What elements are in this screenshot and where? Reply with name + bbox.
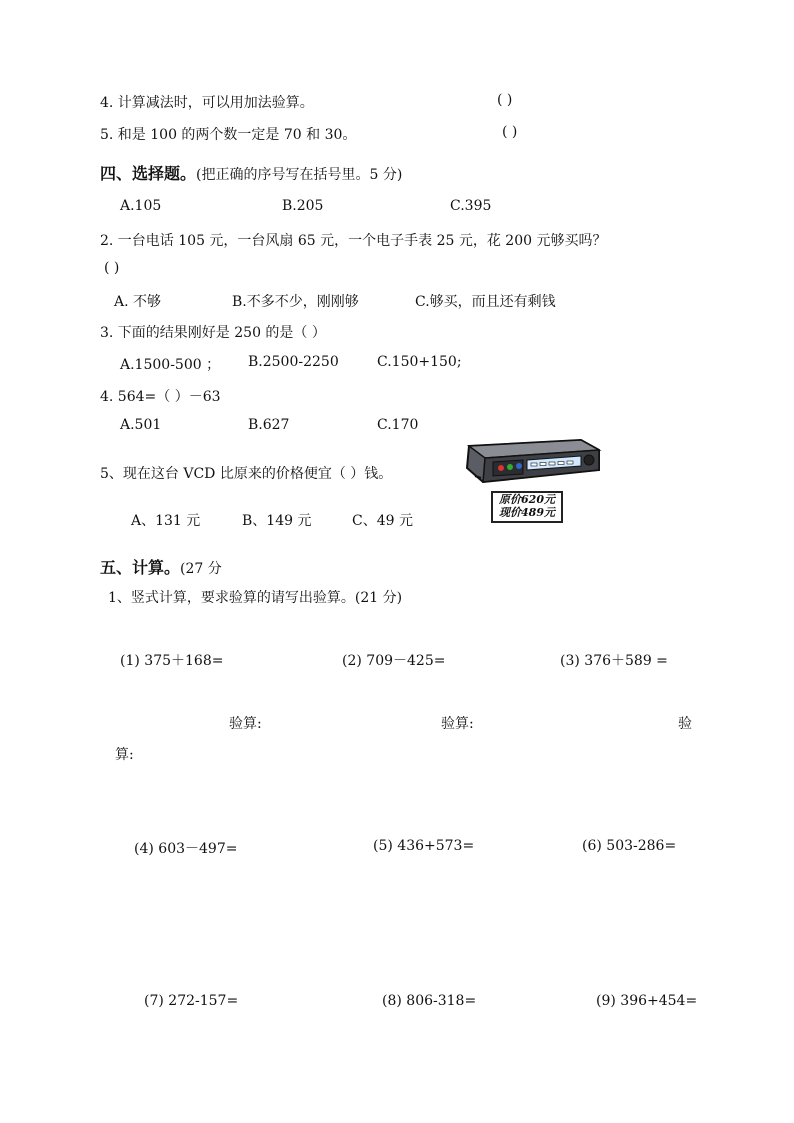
judge-q4: 4. 计算减法时，可以用加法验算。 bbox=[100, 95, 314, 111]
q5-text: 5、现在这台 VCD 比原来的价格便宜（ ）钱。 bbox=[100, 466, 393, 482]
section5-title-text: 五、计算。 bbox=[100, 558, 181, 577]
q4-option-a[interactable]: A.501 bbox=[120, 417, 162, 433]
section5-note: (27 分 bbox=[180, 561, 222, 577]
q2-blank[interactable]: ( ) bbox=[104, 260, 120, 276]
q4-option-c[interactable]: C.170 bbox=[377, 417, 419, 433]
judge-q5-blank[interactable]: ( ) bbox=[502, 124, 518, 140]
judge-q4-blank[interactable]: ( ) bbox=[497, 92, 513, 108]
q1-option-b[interactable]: B.205 bbox=[282, 198, 324, 214]
calc-1: (1) 375＋168= bbox=[120, 653, 224, 669]
q2-option-c[interactable]: C.够买，而且还有剩钱 bbox=[415, 294, 556, 310]
section5-sub1: 1、竖式计算，要求验算的请写出验算。(21 分) bbox=[108, 590, 403, 606]
q5-option-c[interactable]: C、49 元 bbox=[352, 513, 413, 529]
calc-6: (6) 503-286= bbox=[582, 838, 677, 854]
price-original: 原价620元 bbox=[499, 493, 555, 506]
calc-7: (7) 272-157= bbox=[144, 993, 239, 1009]
q2-option-b[interactable]: B.不多不少，刚刚够 bbox=[232, 294, 359, 310]
calc-2: (2) 709－425= bbox=[342, 653, 446, 669]
vcd-price-tag bbox=[491, 491, 563, 523]
q2-text: 2. 一台电话 105 元，一台风扇 65 元，一个电子手表 25 元，花 200 元够买吗？ bbox=[100, 233, 607, 249]
check-label-3a: 验 bbox=[678, 716, 692, 732]
vcd-player-illustration bbox=[463, 436, 603, 526]
section5-title bbox=[100, 555, 222, 578]
vcd-player-icon bbox=[463, 436, 603, 492]
q3-option-b[interactable]: B.2500-2250 bbox=[248, 354, 339, 370]
q3-text: 3. 下面的结果刚好是 250 的是（ ） bbox=[100, 325, 326, 341]
check-label-3b: 算: bbox=[115, 747, 134, 763]
price-now: 现价489元 bbox=[499, 506, 555, 519]
q4-option-b[interactable]: B.627 bbox=[248, 417, 290, 433]
judge-q5: 5. 和是 100 的两个数一定是 70 和 30。 bbox=[100, 127, 357, 143]
q5-option-a[interactable]: A、131 元 bbox=[131, 513, 201, 529]
check-label-1: 验算: bbox=[229, 716, 262, 732]
q3-option-c[interactable]: C.150+150; bbox=[377, 354, 462, 370]
calc-4: (4) 603－497= bbox=[134, 841, 238, 857]
q5-option-b[interactable]: B、149 元 bbox=[242, 513, 312, 529]
calc-5: (5) 436+573= bbox=[373, 838, 475, 854]
q3-option-a[interactable]: A.1500-500 ； bbox=[120, 357, 221, 373]
section4-title-text: 四、选择题。 bbox=[100, 164, 197, 183]
section4-note: (把正确的序号写在括号里。5 分) bbox=[196, 167, 403, 183]
calc-9: (9) 396+454= bbox=[596, 993, 698, 1009]
calc-3: (3) 376＋589 = bbox=[560, 653, 668, 669]
q1-option-a[interactable]: A.105 bbox=[120, 198, 162, 214]
q4-text: 4. 564=（ ）－63 bbox=[100, 389, 221, 405]
check-label-2: 验算: bbox=[441, 716, 474, 732]
q2-option-a[interactable]: A. 不够 bbox=[114, 294, 162, 310]
section4-title bbox=[100, 161, 402, 184]
calc-8: (8) 806-318= bbox=[382, 993, 477, 1009]
q1-option-c[interactable]: C.395 bbox=[450, 198, 492, 214]
